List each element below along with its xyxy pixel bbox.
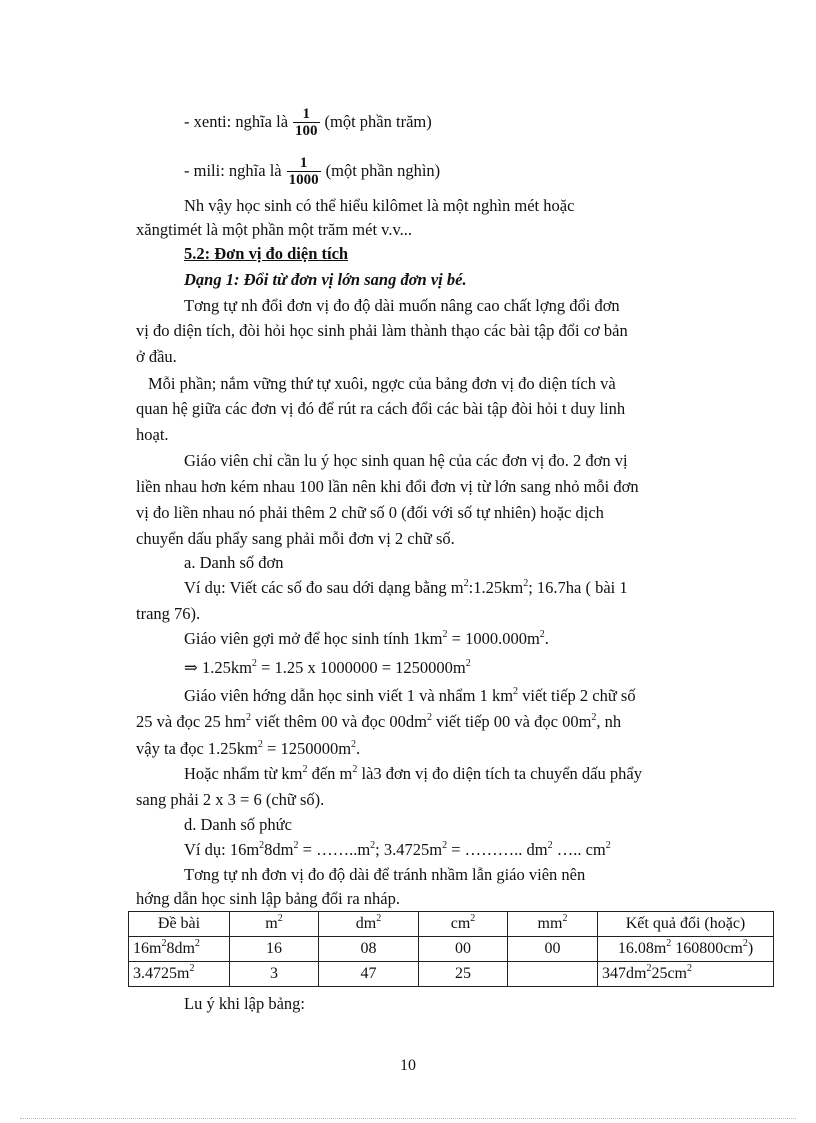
- table-cell: $16.08m^2$ $160800cm^2$): [598, 937, 774, 962]
- table-cell: $16m^28dm^2$: [129, 937, 230, 962]
- paragraph-line: Tơng tự nh đổi đơn vị đo độ dài muốn nâng cao chất lợng đổi đơn: [184, 296, 620, 315]
- mili-meaning: (một phần nghìn): [325, 160, 441, 180]
- paragraph-line: vị đo diện tích, đòi hỏi học sinh phải làm thành thạo các bài tập đổi cơ bản: [136, 321, 628, 340]
- section-heading: 5.2: Đơn vị đo diện tích: [184, 244, 349, 263]
- paragraph-line: Lu ý khi lập bảng:: [184, 994, 305, 1013]
- paragraph-line: Giáo viên hớng dẫn học sinh viết 1 và nhẩm 1 $km^2$ viết tiếp 2 chữ số: [184, 686, 636, 705]
- paragraph-line: Mỗi phần; nắm vững thứ tự xuôi, ngợc của bảng đơn vị đo diện tích và: [148, 374, 616, 393]
- paragraph-line: Hoặc nhẩm từ $km^2$ đến $m^2$ là3 đơn vị đo diện tích ta chuyển dấu phẩy: [184, 764, 642, 783]
- subheading-dang-1: Dạng 1: Đổi từ đơn vị lớn sang đơn vị bé.: [184, 270, 467, 289]
- fraction-1-100: [293, 107, 320, 139]
- fraction-numerator: 1: [302, 106, 311, 122]
- fraction-1-1000: [287, 156, 321, 188]
- paragraph-line: chuyển dấu phẩy sang phải mỗi đơn vị 2 chữ số.: [136, 529, 455, 548]
- example-line: Ví dụ: $16m^28dm^2$ = $\dots\dots..m^2$; $3.4725m^2$ = ……….. $dm^2$ ….. $cm^2$: [184, 840, 611, 859]
- paragraph-line: trang 76).: [136, 604, 201, 623]
- fraction-denominator: 100: [295, 123, 318, 139]
- table-header-cell: $m^2$: [230, 912, 319, 937]
- fraction-numerator: 1: [299, 155, 308, 171]
- implies-arrow-icon: ⇒: [184, 658, 198, 677]
- table-cell: 47: [319, 962, 419, 987]
- paragraph-line: Giáo viên chỉ cần lu ý học sinh quan hệ của các đơn vị đo. 2 đơn vị: [184, 451, 628, 470]
- paragraph-line: quan hệ giữa các đơn vị đó để rút ra cách đổi các bài tập đòi hỏi t duy linh: [136, 399, 626, 418]
- formula-line: Giáo viên gợi mở để học sinh tính $1km^2 = 1000.000m^2$.: [184, 629, 549, 648]
- table-header-cell: $mm^2$: [508, 912, 598, 937]
- xenti-line: [184, 107, 432, 139]
- fraction-denominator: 1000: [288, 172, 319, 188]
- paragraph-line: Tơng tự nh đơn vị đo độ dài để tránh nhầm lẫn giáo viên nên: [184, 865, 586, 884]
- formula-line: ⇒ $1.25km^2 = 1.25$ x $1000000 = 1250000m^2$: [184, 658, 471, 677]
- paragraph-line: ở đầu.: [136, 347, 177, 366]
- mili-line: [184, 156, 440, 188]
- item-d-label: d. Danh số phức: [184, 815, 292, 834]
- table-cell: $3.4725m^2$: [129, 962, 230, 987]
- table-header-cell: Kết quả đổi (hoặc): [598, 912, 774, 937]
- table-header-cell: $cm^2$: [419, 912, 508, 937]
- page-bottom-divider: [20, 1118, 796, 1119]
- xenti-text: - xenti: nghĩa là: [184, 111, 289, 131]
- table-cell: [508, 962, 598, 987]
- table-cell: 00: [508, 937, 598, 962]
- table-header-cell: Đề bài: [129, 912, 230, 937]
- paragraph-line: hoạt.: [136, 425, 169, 444]
- table-cell: 08: [319, 937, 419, 962]
- table-cell: $347dm^225cm^2$: [598, 962, 774, 987]
- table-cell: 25: [419, 962, 508, 987]
- xenti-meaning: (một phần trăm): [324, 111, 432, 131]
- table-header-cell: $dm^2$: [319, 912, 419, 937]
- paragraph-line: vậy ta đọc $1.25km^2 = 1250000m^2$.: [136, 739, 361, 758]
- paragraph-line: vị đo liền nhau nó phải thêm 2 chữ số 0 (đối với số tự nhiên) hoặc dịch: [136, 503, 604, 522]
- example-line: Ví dụ: Viết các số đo sau dới dạng bằng $m^2:1.25km^2$; 16.7ha ( bài 1: [184, 578, 628, 597]
- table-row: [129, 937, 774, 962]
- mili-text: - mili: nghĩa là: [184, 160, 282, 180]
- table-header-row: [129, 912, 774, 937]
- paragraph-line: sang phải 2 x 3 = 6 (chữ số).: [136, 790, 325, 809]
- page-number: 10: [400, 1057, 416, 1074]
- item-a-label: a. Danh số đơn: [184, 553, 284, 572]
- table-row: [129, 962, 774, 987]
- table-cell: 16: [230, 937, 319, 962]
- table-cell: 00: [419, 937, 508, 962]
- paragraph-line: xăngtimét là một phần một trăm mét v.v...: [136, 220, 413, 239]
- paragraph-line: liền nhau hơn kém nhau 100 lần nên khi đổi đơn vị từ lớn sang nhỏ mỗi đơn: [136, 477, 639, 496]
- paragraph-line: Nh vậy học sinh có thể hiểu kilômet là một nghìn mét hoặc: [184, 196, 575, 215]
- paragraph-line: 25 và đọc 25 $hm^2$ viết thêm 00 và đọc $00dm^2$ viết tiếp 00 và đọc $00m^2$, nh: [136, 712, 622, 731]
- table-cell: 3: [230, 962, 319, 987]
- conversion-table: [128, 911, 774, 987]
- paragraph-line: hớng dẫn học sinh lập bảng đổi ra nháp.: [136, 889, 400, 908]
